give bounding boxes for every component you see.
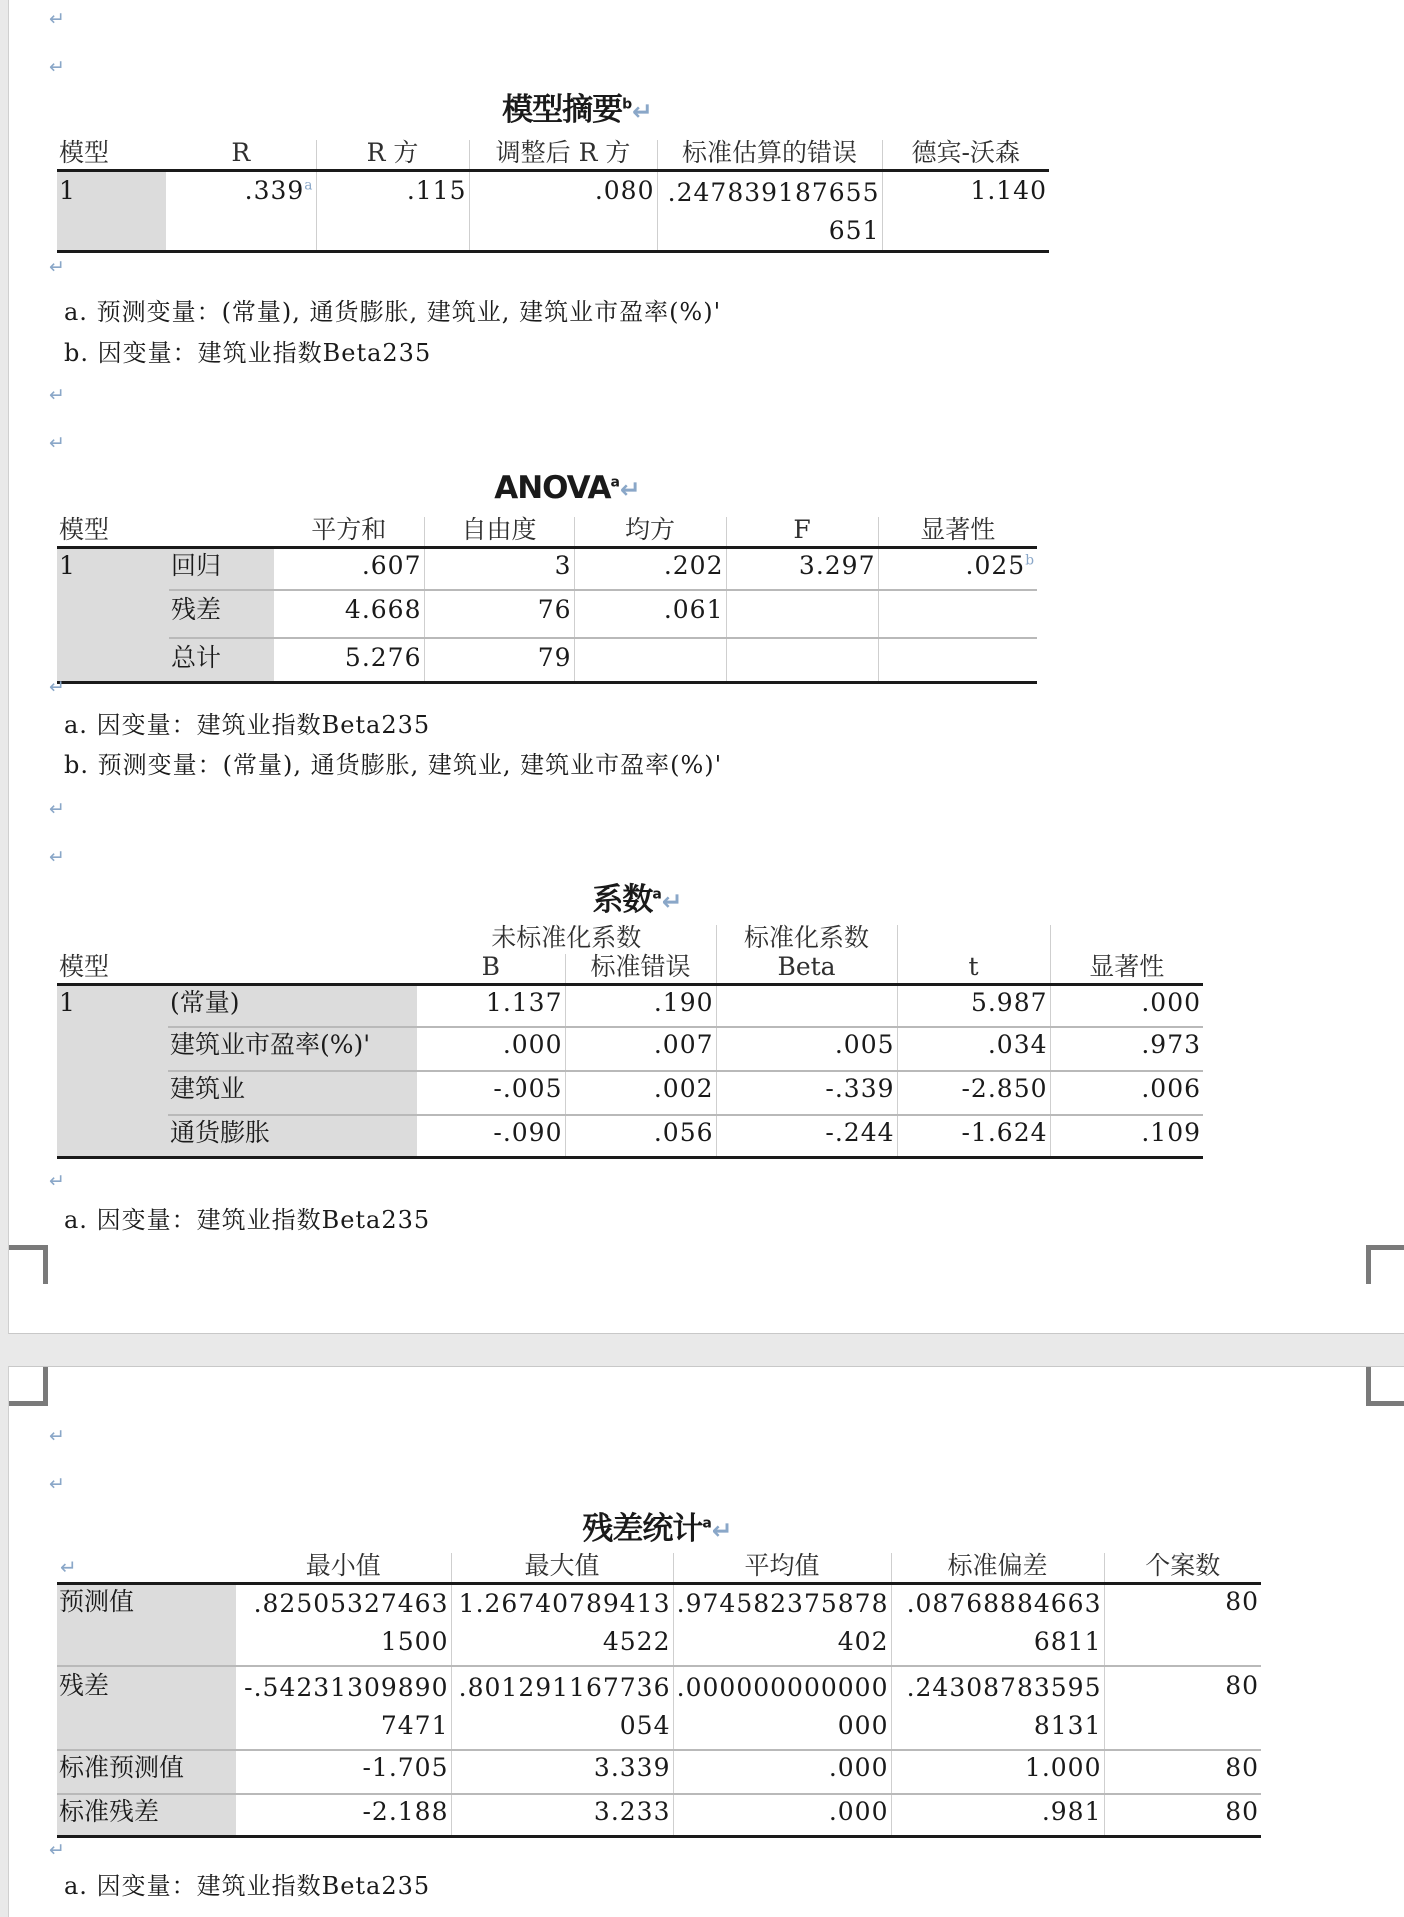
row-label: 预测值 <box>57 1584 236 1667</box>
table-row: 建筑业 -.005 .002 -.339 -2.850 .006 <box>57 1071 1203 1115</box>
model-summary-table <box>57 140 1049 253</box>
anova-note-a: a. 因变量：建筑业指数Beta235 <box>64 711 431 739</box>
header-std-error: 标准错误 <box>565 954 716 985</box>
table-row: 标准预测值 -1.705 3.339 .000 1.000 80 <box>57 1750 1261 1794</box>
paragraph-mark-icon: ↵ <box>49 846 65 868</box>
table-row: 残差 -.542313098907471 .801291167736054 .000000000000000 .243087835958131 80 <box>57 1666 1261 1750</box>
coefficients-note-a: a. 因变量：建筑业指数Beta235 <box>64 1206 431 1234</box>
anova-title: ANOVA$^a$↵ <box>494 470 640 506</box>
row-label: 总计 <box>169 638 274 683</box>
crop-mark-icon <box>9 1245 48 1284</box>
row-label: 残差 <box>169 590 274 638</box>
table-row: 预测值 .825053274631500 1.267407894134522 .974582375878402 .087688846636811 80 <box>57 1584 1261 1667</box>
header-model: 模型 <box>59 138 110 167</box>
std-error-value: .247839187655651 <box>657 171 882 252</box>
header-t: t <box>897 954 1050 985</box>
header-minimum: 最小值 <box>236 1553 451 1584</box>
header-maximum: 最大值 <box>451 1553 673 1584</box>
row-label: 通货膨胀 <box>168 1115 417 1158</box>
document-page-1 <box>8 0 1404 1334</box>
paragraph-mark-icon: ↵ <box>49 1425 65 1447</box>
model-summary-note-b: b. 因变量：建筑业指数Beta235 <box>64 339 432 367</box>
header-significance: 显著性 <box>920 515 996 544</box>
document-page-2 <box>8 1366 1404 1917</box>
residual-stats-title: 残差统计$^a$↵ <box>582 1511 732 1547</box>
table-row <box>57 171 1049 252</box>
header-adjusted-r-squared: 调整后 R 方 <box>469 140 657 171</box>
anova-table <box>57 517 1037 684</box>
table-row: 总计 5.276 79 <box>57 638 1037 683</box>
header-durbin-watson: 德宾-沃森 <box>911 138 1020 167</box>
model-summary-title: 模型摘要$^b$↵ <box>502 92 652 128</box>
coefficients-table <box>57 925 1203 1159</box>
table-row: 1 (常量) 1.137 .190 5.987 .000 <box>57 985 1203 1028</box>
table-row: 标准残差 -2.188 3.233 .000 .981 80 <box>57 1794 1261 1837</box>
header-model: 模型 <box>59 515 110 544</box>
header-mean: 平均值 <box>673 1553 891 1584</box>
header-model: 模型 <box>59 952 110 981</box>
header-b: B <box>417 954 565 985</box>
paragraph-mark-icon: ↵ <box>49 1170 65 1192</box>
paragraph-mark-icon: ↵ <box>49 8 65 30</box>
paragraph-mark-icon: ↵ <box>49 798 65 820</box>
paragraph-mark-icon: ↵ <box>49 384 65 406</box>
paragraph-mark-icon: ↵ <box>49 432 65 454</box>
adjusted-r-squared-value: .080 <box>469 171 657 252</box>
paragraph-mark-icon: ↵ <box>49 1839 65 1861</box>
header-count: 个案数 <box>1145 1551 1221 1580</box>
table-row: 建筑业市盈率(%)' .000 .007 .005 .034 .973 <box>57 1027 1203 1071</box>
table-row: 残差 4.668 76 .061 <box>57 590 1037 638</box>
header-blank <box>169 517 274 548</box>
row-label: 建筑业市盈率(%)' <box>168 1027 417 1071</box>
header-std-error: 标准估算的错误 <box>657 140 882 171</box>
header-unstandardized: 未标准化系数 <box>417 925 716 954</box>
model-cell: 1 <box>57 171 166 252</box>
row-label: 建筑业 <box>168 1071 417 1115</box>
anova-note-b: b. 预测变量：(常量), 通货膨胀, 建筑业, 建筑业市盈率(%)' <box>64 751 723 779</box>
header-significance: 显著性 <box>1089 952 1165 981</box>
residual-stats-table <box>57 1553 1261 1838</box>
header-r-squared: R 方 <box>316 140 469 171</box>
model-cell: 1 <box>57 548 169 683</box>
paragraph-mark-icon: ↵ <box>49 56 65 78</box>
table-row: 1 回归 .607 3 .202 3.297 .025$^b$ <box>57 548 1037 591</box>
paragraph-mark-icon: ↵ <box>49 1473 65 1495</box>
durbin-watson-value: 1.140 <box>882 171 1049 252</box>
crop-mark-icon <box>1366 1245 1404 1284</box>
header-r: R <box>166 140 316 171</box>
row-label: (常量) <box>168 985 417 1028</box>
crop-mark-icon <box>9 1367 48 1406</box>
crop-mark-icon <box>1366 1367 1404 1406</box>
model-cell: 1 <box>57 985 168 1158</box>
header-mean-square: 均方 <box>574 517 726 548</box>
header-f: F <box>726 517 878 548</box>
header-df: 自由度 <box>424 517 574 548</box>
row-label: 回归 <box>169 548 274 591</box>
r-value: .339$^a$ <box>166 171 316 252</box>
table-row: 通货膨胀 -.090 .056 -.244 -1.624 .109 <box>57 1115 1203 1158</box>
model-summary-note-a: a. 预测变量：(常量), 通货膨胀, 建筑业, 建筑业市盈率(%)' <box>64 298 722 326</box>
header-standardized: 标准化系数 <box>716 925 897 954</box>
row-label: 标准预测值 <box>57 1750 236 1794</box>
header-blank: ↵ <box>60 1555 77 1579</box>
header-sum-of-squares: 平方和 <box>274 517 424 548</box>
coefficients-title: 系数$^a$↵ <box>592 882 682 918</box>
header-std-deviation: 标准偏差 <box>891 1553 1104 1584</box>
r-squared-value: .115 <box>316 171 469 252</box>
paragraph-mark-icon: ↵ <box>49 256 65 278</box>
residual-stats-note-a: a. 因变量：建筑业指数Beta235 <box>64 1872 431 1900</box>
paragraph-mark-icon: ↵ <box>49 676 65 698</box>
row-label: 标准残差 <box>57 1794 236 1837</box>
row-label: 残差 <box>57 1666 236 1750</box>
header-beta: Beta <box>716 954 897 985</box>
